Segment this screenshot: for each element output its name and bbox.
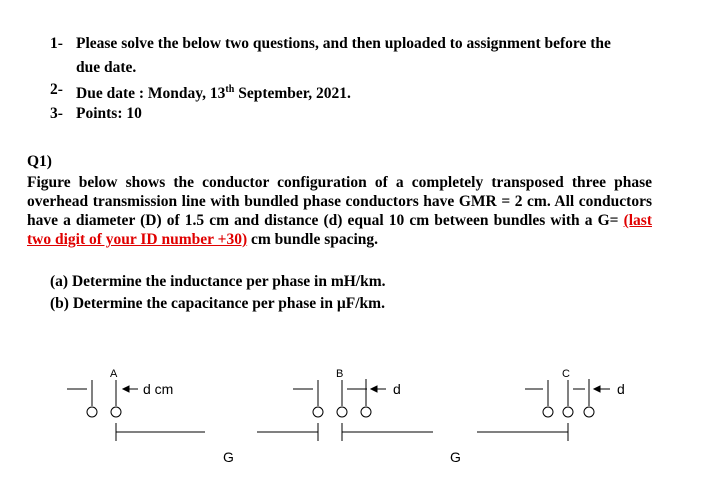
phase-c-bundle — [525, 379, 610, 417]
instruction-text-cont: due date. — [76, 59, 137, 76]
g-label-2: G — [450, 449, 461, 465]
phase-label-b: B — [336, 368, 344, 380]
instruction-number: 3- — [50, 105, 63, 122]
instruction-number: 2- — [50, 81, 63, 98]
id-number-highlight: (last two digit of your ID number +30) — [27, 212, 652, 248]
g-dimension-1 — [116, 423, 318, 441]
points-text: Points: 10 — [76, 105, 142, 122]
distance-label-d-c: d — [617, 381, 625, 397]
instruction-text: Please solve the below two questions, and then uploaded to assignment before the — [76, 35, 611, 52]
g-dimension-2 — [342, 423, 568, 441]
distance-label-d-cm: d cm — [143, 381, 174, 397]
phase-label-a: A — [110, 368, 118, 380]
g-label-1: G — [223, 449, 234, 465]
phase-b-bundle — [293, 379, 386, 417]
part-b: (b) Determine the capacitance per phase in µF/km. — [50, 295, 385, 312]
question-body: Figure below shows the conductor configuration of a completely transposed three phase overhead transmission line with bundled phase conductors have GMR = 2 cm. All conductors have a diameter (D) of 1.5 cm and distance (d) equal 10 cm between bundles with a G= (last two digit of your ID number +30) cm bundle spacing. — [27, 174, 652, 248]
phase-label-c: C — [562, 368, 570, 380]
instruction-number: 1- — [50, 35, 63, 52]
question-title: Q1) — [27, 153, 52, 170]
distance-label-d-b: d — [393, 381, 401, 397]
due-date-text: Due date : Monday, 13th September, 2021. — [76, 84, 351, 103]
part-a: (a) Determine the inductance per phase in mH/km. — [50, 273, 386, 290]
phase-a-bundle — [67, 380, 138, 417]
